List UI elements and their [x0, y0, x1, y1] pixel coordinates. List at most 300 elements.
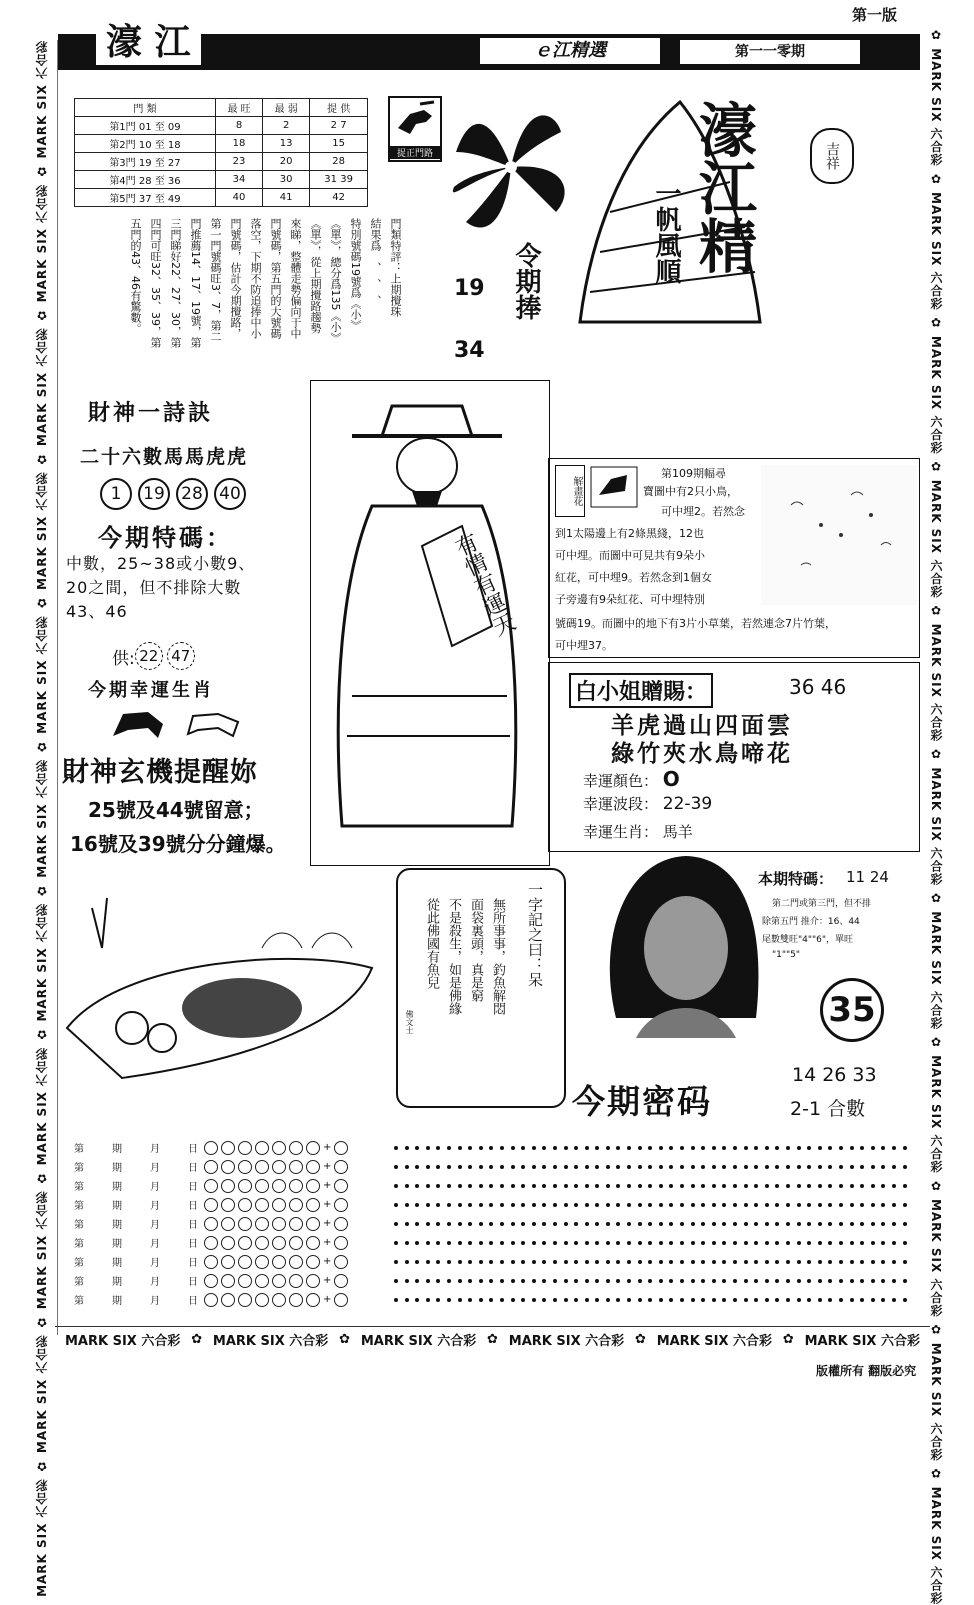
special-code-text: 中數，25~38或小數9、20之間，但不排除大數43、46	[66, 554, 256, 621]
record-circle	[289, 1141, 303, 1155]
record-circle	[204, 1236, 218, 1250]
dot-mark	[585, 1165, 589, 1169]
border-text: MARK SIX 六合彩	[508, 1334, 625, 1349]
dot-mark	[786, 1203, 790, 1207]
dot-mark	[405, 1241, 409, 1245]
dot-mark	[871, 1241, 875, 1245]
dot-mark	[542, 1279, 546, 1283]
scroll-column: 不是殺生，如是佛緣	[446, 898, 461, 1015]
dot-mark	[574, 1184, 578, 1188]
dot-mark	[722, 1165, 726, 1169]
dot-mark	[511, 1298, 515, 1302]
dot-mark	[564, 1279, 568, 1283]
dot-mark	[722, 1184, 726, 1188]
dot-mark	[595, 1184, 599, 1188]
offer-row	[112, 642, 199, 670]
dot-mark	[744, 1203, 748, 1207]
record-circle	[221, 1274, 235, 1288]
dot-mark	[447, 1165, 451, 1169]
dot-mark	[754, 1184, 758, 1188]
dot-mark	[648, 1203, 652, 1207]
dot-mark	[553, 1260, 557, 1264]
record-row-label	[74, 1197, 204, 1212]
dot-mark	[447, 1203, 451, 1207]
record-circle	[255, 1236, 269, 1250]
dot-mark	[892, 1203, 896, 1207]
dot-mark	[585, 1222, 589, 1226]
record-label-part: 第	[74, 1220, 84, 1231]
offer-number: 47	[167, 642, 195, 670]
record-circle	[334, 1255, 348, 1269]
record-label-part: 月	[150, 1277, 160, 1288]
dot-mark	[595, 1279, 599, 1283]
dot-mark	[542, 1165, 546, 1169]
dot-mark	[765, 1298, 769, 1302]
dot-mark	[712, 1203, 716, 1207]
record-label-part: 期	[112, 1220, 122, 1231]
commentary-column: 門類特評：上期攪珠	[389, 218, 402, 317]
dot-mark	[818, 1222, 822, 1226]
dot-mark	[839, 1260, 843, 1264]
dot-mark	[807, 1260, 811, 1264]
record-circle	[221, 1255, 235, 1269]
record-label-part: 月	[150, 1296, 160, 1307]
record-circle	[306, 1255, 320, 1269]
dot-mark	[733, 1298, 737, 1302]
dot-mark	[722, 1222, 726, 1226]
dot-mark	[426, 1279, 430, 1283]
door-commentary	[112, 218, 402, 368]
dot-mark	[754, 1222, 758, 1226]
dot-mark	[468, 1298, 472, 1302]
record-circle	[272, 1255, 286, 1269]
table-cell: 13	[263, 135, 310, 153]
record-circle	[306, 1217, 320, 1231]
dot-mark	[616, 1241, 620, 1245]
record-label-part: 期	[112, 1258, 122, 1269]
record-circle	[289, 1217, 303, 1231]
dot-mark	[892, 1146, 896, 1150]
dot-mark	[850, 1165, 854, 1169]
dot-mark	[500, 1203, 504, 1207]
commentary-column: 《單》，總分爲135《小》	[329, 218, 342, 344]
logo-text: 捉正門路	[390, 146, 440, 159]
record-circle	[334, 1179, 348, 1193]
table-cell: 41	[263, 189, 310, 207]
dot-mark	[627, 1279, 631, 1283]
dot-mark	[405, 1165, 409, 1169]
dot-mark	[415, 1260, 419, 1264]
dot-mark	[797, 1146, 801, 1150]
dot-mark	[839, 1279, 843, 1283]
dot-mark	[818, 1241, 822, 1245]
dot-mark	[807, 1165, 811, 1169]
record-row	[74, 1214, 384, 1233]
dot-mark	[775, 1146, 779, 1150]
flower-icon: ✿	[191, 1332, 203, 1347]
dot-mark	[627, 1298, 631, 1302]
record-circle	[221, 1141, 235, 1155]
record-label-part: 期	[112, 1239, 122, 1250]
dot-mark	[553, 1222, 557, 1226]
dot-mark	[415, 1222, 419, 1226]
dot-mark	[394, 1260, 398, 1264]
offer-number: 22	[135, 642, 163, 670]
dot-mark	[585, 1298, 589, 1302]
dot-mark	[500, 1241, 504, 1245]
dot-mark	[479, 1184, 483, 1188]
dot-mark	[765, 1203, 769, 1207]
record-circle	[221, 1179, 235, 1193]
dot-mark	[426, 1260, 430, 1264]
dot-mark	[648, 1298, 652, 1302]
dot-mark	[680, 1298, 684, 1302]
dot-mark	[765, 1184, 769, 1188]
dot-mark	[436, 1222, 440, 1226]
dot-mark	[659, 1184, 663, 1188]
dot-mark	[828, 1184, 832, 1188]
dot-mark	[468, 1146, 472, 1150]
offer-label: 供:	[112, 648, 135, 669]
dot-mark	[468, 1184, 472, 1188]
dot-mark	[553, 1279, 557, 1283]
dot-mark	[648, 1184, 652, 1188]
poem-number: 19	[138, 478, 170, 510]
dot-mark	[616, 1184, 620, 1188]
record-circle	[289, 1255, 303, 1269]
puzzle-line: 子旁邊有9朵紅花、可中埋特別	[555, 593, 705, 606]
puzzle-line: 紅花，可中埋9。若然念到1個女	[555, 571, 712, 584]
dot-mark	[818, 1279, 822, 1283]
plus-sign: +	[323, 1218, 332, 1229]
dot-mark	[669, 1241, 673, 1245]
dot-mark	[659, 1146, 663, 1150]
dot-mark	[765, 1165, 769, 1169]
masthead-seal: 吉祥	[810, 128, 854, 184]
record-circle	[334, 1274, 348, 1288]
masthead-title: 濠江精	[689, 100, 757, 274]
dot-mark	[585, 1241, 589, 1245]
dot-mark	[447, 1222, 451, 1226]
puzzle-line: 寶圖中有2只小鳥，	[643, 485, 738, 498]
dot-mark	[818, 1298, 822, 1302]
dot-mark	[892, 1165, 896, 1169]
table-row	[75, 171, 368, 189]
dot-mark	[511, 1279, 515, 1283]
dot-mark	[765, 1260, 769, 1264]
secret-code-title: 今期密码	[572, 1082, 712, 1121]
commentary-column: 落空，下期不防追捧中小	[249, 218, 262, 339]
record-row	[74, 1195, 384, 1214]
record-row	[74, 1157, 384, 1176]
dot-mark	[775, 1184, 779, 1188]
record-row-label	[74, 1235, 204, 1250]
dot-mark	[394, 1146, 398, 1150]
dot-mark	[564, 1241, 568, 1245]
dot-mark	[564, 1203, 568, 1207]
record-circle	[238, 1198, 252, 1212]
record-circle	[334, 1198, 348, 1212]
dot-mark	[881, 1146, 885, 1150]
dot-mark	[627, 1184, 631, 1188]
record-row	[74, 1271, 384, 1290]
dot-mark	[807, 1146, 811, 1150]
dot-mark	[733, 1146, 737, 1150]
dot-mark	[436, 1184, 440, 1188]
dot-mark	[521, 1165, 525, 1169]
dot-mark	[458, 1222, 462, 1226]
dot-mark	[797, 1184, 801, 1188]
dot-mark	[638, 1260, 642, 1264]
edition-label: 第一版	[852, 6, 898, 24]
dot-mark	[733, 1222, 737, 1226]
dot-mark	[436, 1260, 440, 1264]
dot-mark	[394, 1165, 398, 1169]
record-circle	[204, 1255, 218, 1269]
record-row	[74, 1290, 384, 1309]
dot-mark	[775, 1279, 779, 1283]
record-row-label	[74, 1254, 204, 1269]
record-label-part: 月	[150, 1220, 160, 1231]
lucky-zodiac-row	[583, 821, 693, 842]
dot-mark	[669, 1222, 673, 1226]
dot-mark	[733, 1241, 737, 1245]
masthead-numbers: 19 34	[454, 276, 485, 363]
dot-mark	[669, 1203, 673, 1207]
dot-mark	[627, 1165, 631, 1169]
dot-mark	[828, 1241, 832, 1245]
record-label-part: 期	[112, 1296, 122, 1307]
dot-mark	[394, 1222, 398, 1226]
record-label-part: 月	[150, 1239, 160, 1250]
lucky-color-row	[583, 767, 680, 791]
dot-mark	[754, 1203, 758, 1207]
dot-mark	[775, 1241, 779, 1245]
flower-icon: ✿	[782, 1332, 794, 1347]
record-circle	[334, 1141, 348, 1155]
dot-mark	[574, 1298, 578, 1302]
dot-mark	[606, 1298, 610, 1302]
record-circle	[238, 1160, 252, 1174]
dot-mark	[871, 1222, 875, 1226]
miss-bai-numbers: 36 46	[789, 675, 847, 699]
dot-mark	[775, 1203, 779, 1207]
record-circle	[255, 1217, 269, 1231]
border-text: MARK SIX 六合彩	[212, 1334, 329, 1349]
dot-mark	[860, 1146, 864, 1150]
hint-line: 16號及39號分分鐘爆。	[70, 832, 286, 856]
dot-mark	[850, 1203, 854, 1207]
dot-mark	[521, 1298, 525, 1302]
dot-mark	[521, 1184, 525, 1188]
dot-mark	[394, 1184, 398, 1188]
dot-mark	[479, 1222, 483, 1226]
dot-mark	[701, 1146, 705, 1150]
dot-mark	[659, 1222, 663, 1226]
dot-mark	[786, 1279, 790, 1283]
dot-mark	[712, 1165, 716, 1169]
dot-mark	[733, 1279, 737, 1283]
dot-mark	[892, 1279, 896, 1283]
dot-mark	[839, 1184, 843, 1188]
border-text: MARK SIX 六合彩 ✿ MARK SIX 六合彩 ✿ MARK SIX 六合彩 ✿ MARK SIX 六合彩 ✿ MARK SIX 六合彩 ✿ MARK SIX 六合彩 ✿ MARK SIX 六合彩 ✿ MARK SIX 六合彩 ✿ MARK SIX 六合彩 ✿ MARK SIX 六合彩 ✿ MARK SIX 六合彩	[35, 40, 49, 1597]
table-cell: 第4門 28 至 36	[75, 171, 216, 189]
record-circle	[306, 1160, 320, 1174]
dot-mark	[627, 1260, 631, 1264]
dot-mark	[786, 1298, 790, 1302]
dot-mark	[426, 1165, 430, 1169]
record-label-part: 期	[112, 1163, 122, 1174]
dot-mark	[627, 1241, 631, 1245]
dot-mark	[797, 1260, 801, 1264]
dot-mark	[648, 1146, 652, 1150]
dot-mark	[489, 1298, 493, 1302]
table-cell: 8	[215, 117, 262, 135]
dot-mark	[574, 1203, 578, 1207]
puzzle-line: 可中埋2。若然念	[661, 505, 745, 518]
record-circle	[255, 1198, 269, 1212]
left-border-strip	[30, 40, 58, 1597]
right-border-strip	[924, 28, 954, 1605]
record-row-label	[74, 1178, 204, 1193]
lucky-zodiac-value: 馬羊	[662, 823, 693, 841]
dot-mark	[860, 1279, 864, 1283]
table-header: 最 弱	[263, 99, 310, 117]
dot-mark	[415, 1241, 419, 1245]
table-cell: 2	[263, 117, 310, 135]
dot-mark	[722, 1279, 726, 1283]
dot-mark	[648, 1165, 652, 1169]
special-code-note: "1""5"	[772, 950, 801, 960]
record-circle	[289, 1179, 303, 1193]
bauhinia-flower-icon	[446, 92, 576, 242]
record-label-part: 日	[188, 1144, 198, 1155]
dot-mark	[394, 1298, 398, 1302]
dot-mark	[744, 1222, 748, 1226]
dot-mark	[468, 1279, 472, 1283]
dot-mark	[415, 1298, 419, 1302]
record-circle	[204, 1179, 218, 1193]
dot-mark	[669, 1146, 673, 1150]
dot-mark	[585, 1279, 589, 1283]
record-label-part: 日	[188, 1163, 198, 1174]
dot-mark	[521, 1279, 525, 1283]
miss-bai-poem-line: 綠竹夾水鳥啼花	[611, 740, 793, 767]
record-circle	[238, 1274, 252, 1288]
record-circle	[289, 1274, 303, 1288]
dot-mark	[775, 1165, 779, 1169]
record-label-part: 第	[74, 1182, 84, 1193]
dot-mark	[458, 1165, 462, 1169]
dot-mark	[638, 1279, 642, 1283]
dot-mark	[903, 1260, 907, 1264]
dot-mark	[553, 1184, 557, 1188]
dot-row	[394, 1195, 922, 1214]
dot-mark	[775, 1260, 779, 1264]
dot-mark	[564, 1146, 568, 1150]
dot-mark	[860, 1165, 864, 1169]
record-circle	[255, 1179, 269, 1193]
record-circle	[238, 1293, 252, 1307]
dot-mark	[807, 1184, 811, 1188]
dot-mark	[680, 1222, 684, 1226]
dot-mark	[458, 1184, 462, 1188]
dot-mark	[818, 1203, 822, 1207]
dot-mark	[616, 1298, 620, 1302]
flower-icon: ✿	[339, 1332, 351, 1347]
dot-mark	[553, 1146, 557, 1150]
dot-mark	[415, 1203, 419, 1207]
dot-mark	[532, 1260, 536, 1264]
commentary-column: 門推薦14、17、19號，第	[189, 218, 202, 348]
dot-mark	[405, 1184, 409, 1188]
record-circle	[272, 1274, 286, 1288]
record-circle	[306, 1179, 320, 1193]
dot-mark	[468, 1222, 472, 1226]
record-label-part: 期	[112, 1201, 122, 1212]
dot-mark	[532, 1146, 536, 1150]
dot-mark	[669, 1260, 673, 1264]
dot-mark	[532, 1279, 536, 1283]
dot-mark	[616, 1165, 620, 1169]
dot-mark	[871, 1165, 875, 1169]
poem-number: 40	[214, 478, 246, 510]
dot-mark	[669, 1279, 673, 1283]
dot-mark	[606, 1279, 610, 1283]
dot-mark	[479, 1146, 483, 1150]
dot-mark	[881, 1241, 885, 1245]
dot-mark	[500, 1260, 504, 1264]
record-circle	[221, 1217, 235, 1231]
record-circle	[306, 1141, 320, 1155]
border-text: MARK SIX 六合彩	[65, 1334, 181, 1349]
commentary-column: 第一門號碼旺3、7，第二	[209, 218, 222, 342]
dot-mark	[585, 1184, 589, 1188]
dot-mark	[606, 1260, 610, 1264]
dot-mark	[659, 1241, 663, 1245]
commentary-column: 來睇，整體走勢偏向于中	[289, 218, 302, 339]
puzzle-panel	[548, 458, 920, 658]
dot-mark	[648, 1241, 652, 1245]
record-row-label	[74, 1159, 204, 1174]
poem-number: 1	[100, 478, 132, 510]
dot-mark	[903, 1298, 907, 1302]
dot-mark	[489, 1222, 493, 1226]
dot-mark	[542, 1222, 546, 1226]
dot-mark	[585, 1146, 589, 1150]
dot-mark	[521, 1203, 525, 1207]
dot-mark	[458, 1298, 462, 1302]
record-grid-left	[74, 1138, 384, 1324]
dot-mark	[903, 1184, 907, 1188]
woman-photo	[596, 848, 766, 1038]
dot-mark	[807, 1222, 811, 1226]
dot-mark	[691, 1260, 695, 1264]
dot-mark	[447, 1279, 451, 1283]
dot-mark	[850, 1184, 854, 1188]
commentary-column: 《單》，從上期攪路趨勢	[309, 218, 322, 334]
dot-mark	[712, 1298, 716, 1302]
dot-mark	[775, 1298, 779, 1302]
dot-mark	[786, 1241, 790, 1245]
dot-mark	[850, 1279, 854, 1283]
dot-mark	[574, 1146, 578, 1150]
dot-mark	[394, 1203, 398, 1207]
dot-mark	[839, 1241, 843, 1245]
dot-mark	[712, 1184, 716, 1188]
dot-mark	[574, 1165, 578, 1169]
dot-mark	[892, 1222, 896, 1226]
